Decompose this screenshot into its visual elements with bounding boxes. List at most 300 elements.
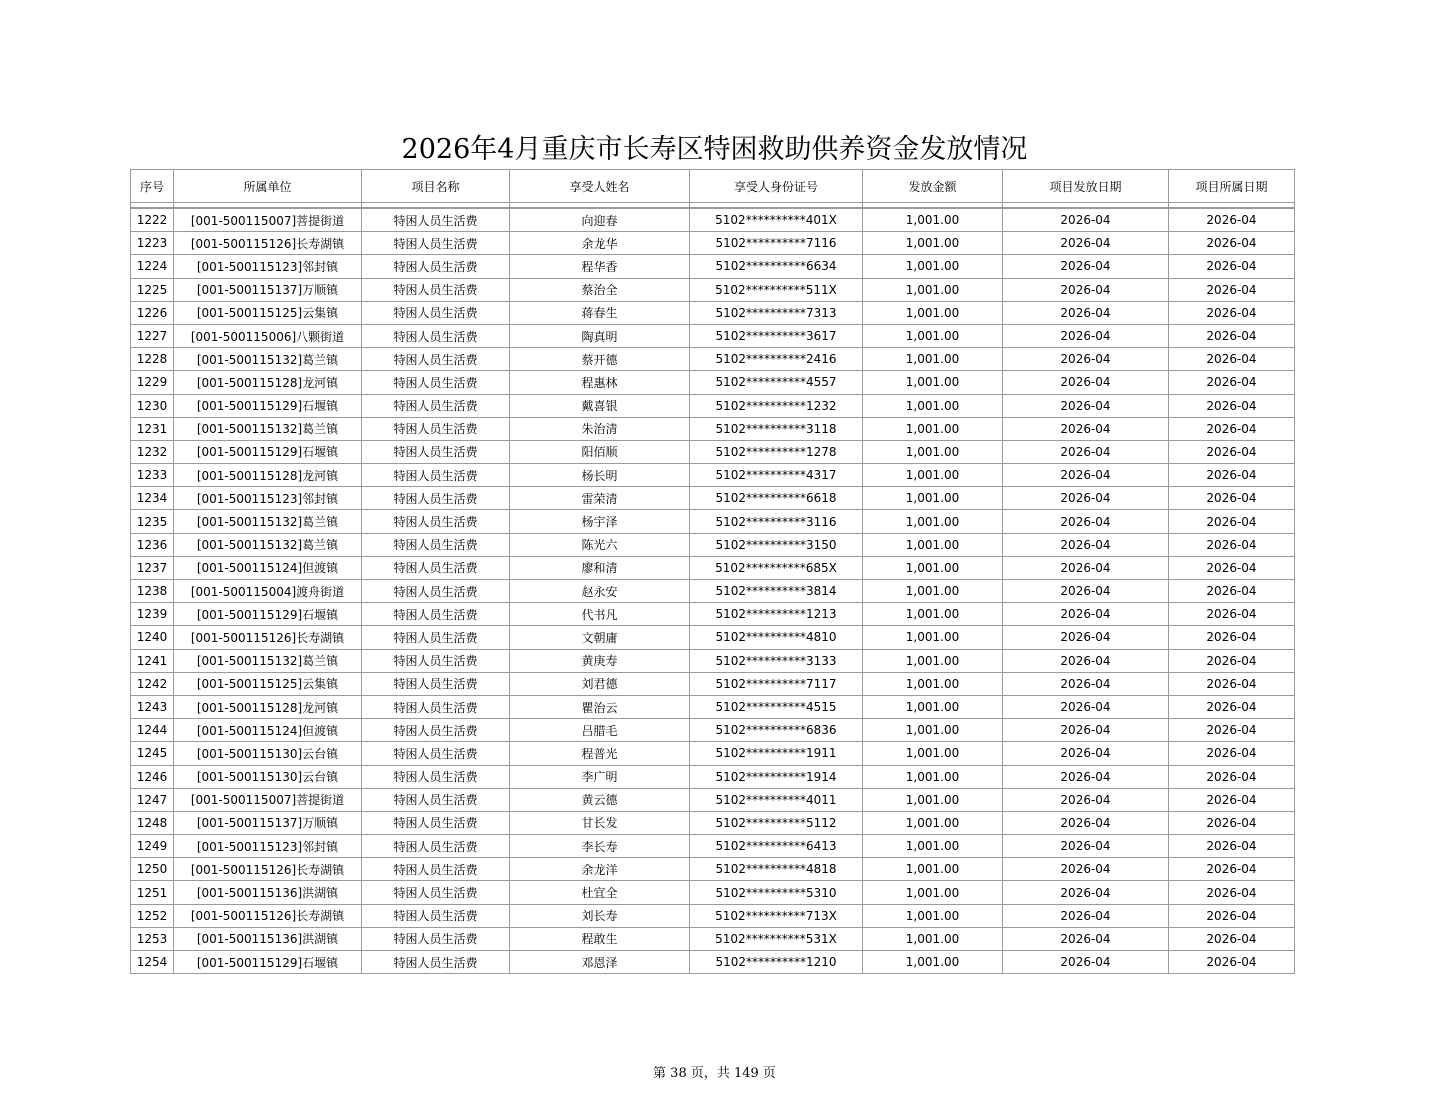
table-row [131, 417, 1295, 440]
table-cell: 2026-04 [1003, 811, 1169, 834]
table-row [131, 580, 1295, 603]
table-row [131, 278, 1295, 301]
table-cell: 2026-04 [1169, 788, 1295, 811]
table-row [131, 324, 1295, 347]
table-row [131, 510, 1295, 533]
table-cell: 特困人员生活费 [362, 348, 510, 371]
table-cell: 1225 [131, 278, 174, 301]
page-number: 第 38 页，共 149 页 [653, 1066, 776, 1081]
table-cell: 1254 [131, 951, 174, 974]
table-cell: [001-500115124]但渡镇 [174, 719, 362, 742]
table-cell: 1239 [131, 603, 174, 626]
table-row [131, 301, 1295, 324]
table-cell: 5102**********6413 [690, 835, 863, 858]
table-cell: 甘长发 [510, 811, 690, 834]
table-cell: 特困人员生活费 [362, 858, 510, 881]
table-cell: 1,001.00 [863, 626, 1003, 649]
table-cell: 特困人员生活费 [362, 440, 510, 463]
document-title: 2026年4月重庆市长寿区特困救助供养资金发放情况 [401, 134, 1028, 165]
table-cell: 特困人员生活费 [362, 417, 510, 440]
table-cell: 5102**********511X [690, 278, 863, 301]
table-cell: 特困人员生活费 [362, 695, 510, 718]
table-cell: 2026-04 [1003, 324, 1169, 347]
column-header: 项目所属日期 [1169, 170, 1295, 203]
table-cell: 5102**********6836 [690, 719, 863, 742]
table-cell: 杨宇泽 [510, 510, 690, 533]
table-cell: 特困人员生活费 [362, 626, 510, 649]
table-cell: 2026-04 [1169, 232, 1295, 255]
table-cell: 蒋春生 [510, 301, 690, 324]
table-cell: 1,001.00 [863, 255, 1003, 278]
table-cell: 2026-04 [1003, 672, 1169, 695]
table-cell: 特困人员生活费 [362, 765, 510, 788]
table-cell: 1228 [131, 348, 174, 371]
table-cell: 1,001.00 [863, 440, 1003, 463]
table-cell: 2026-04 [1169, 371, 1295, 394]
table-cell: 余龙华 [510, 232, 690, 255]
table-cell: 1252 [131, 904, 174, 927]
table-cell: 2026-04 [1169, 556, 1295, 579]
table-cell: 1,001.00 [863, 580, 1003, 603]
table-cell: [001-500115126]长寿湖镇 [174, 904, 362, 927]
table-cell: 特困人员生活费 [362, 464, 510, 487]
table-cell: 1241 [131, 649, 174, 672]
table-cell: 5102**********3116 [690, 510, 863, 533]
table-cell: 特困人员生活费 [362, 742, 510, 765]
table-cell: 2026-04 [1169, 765, 1295, 788]
table-cell: 2026-04 [1003, 927, 1169, 950]
table-cell: 余龙洋 [510, 858, 690, 881]
table-cell: 1245 [131, 742, 174, 765]
table-cell: 2026-04 [1003, 603, 1169, 626]
table-cell: 代书凡 [510, 603, 690, 626]
table-cell: [001-500115006]八颗街道 [174, 324, 362, 347]
table-cell: 特困人员生活费 [362, 255, 510, 278]
table-cell: [001-500115136]洪湖镇 [174, 927, 362, 950]
table-cell: 2026-04 [1003, 951, 1169, 974]
table-cell: 2026-04 [1169, 301, 1295, 324]
table-cell: 2026-04 [1169, 208, 1295, 232]
table-cell: 1,001.00 [863, 556, 1003, 579]
table-cell: 2026-04 [1169, 649, 1295, 672]
table-cell: 1,001.00 [863, 811, 1003, 834]
table-cell: 5102**********3814 [690, 580, 863, 603]
table-cell: 2026-04 [1169, 278, 1295, 301]
table-cell: 1244 [131, 719, 174, 742]
table-cell: 2026-04 [1169, 626, 1295, 649]
table-cell: 5102**********1213 [690, 603, 863, 626]
table-cell: [001-500115128]龙河镇 [174, 371, 362, 394]
table-cell: 1,001.00 [863, 951, 1003, 974]
table-cell: 程普光 [510, 742, 690, 765]
table-cell: [001-500115128]龙河镇 [174, 464, 362, 487]
table-cell: 蔡开德 [510, 348, 690, 371]
table-cell: 李长寿 [510, 835, 690, 858]
table-cell: 5102**********1911 [690, 742, 863, 765]
table-cell: 特困人员生活费 [362, 927, 510, 950]
table-row [131, 626, 1295, 649]
table-cell: 特困人员生活费 [362, 394, 510, 417]
table-cell: [001-500115125]云集镇 [174, 672, 362, 695]
table-cell: 2026-04 [1169, 742, 1295, 765]
table-cell: 5102**********5310 [690, 881, 863, 904]
table-row [131, 695, 1295, 718]
table-cell: 2026-04 [1003, 278, 1169, 301]
table-cell: 5102**********7117 [690, 672, 863, 695]
table-cell: 1,001.00 [863, 695, 1003, 718]
table-row [131, 904, 1295, 927]
table-cell: 5102**********3118 [690, 417, 863, 440]
table-cell: 5102**********3150 [690, 533, 863, 556]
table-cell: [001-500115130]云台镇 [174, 765, 362, 788]
table-cell: 2026-04 [1169, 927, 1295, 950]
table-row [131, 440, 1295, 463]
table-row [131, 719, 1295, 742]
table-cell: [001-500115004]渡舟街道 [174, 580, 362, 603]
table-cell: 2026-04 [1169, 440, 1295, 463]
table-cell: 特困人员生活费 [362, 603, 510, 626]
table-cell: 1223 [131, 232, 174, 255]
table-cell: 特困人员生活费 [362, 533, 510, 556]
table-cell: 5102**********4810 [690, 626, 863, 649]
table-cell: 2026-04 [1169, 487, 1295, 510]
table-cell: 杨长明 [510, 464, 690, 487]
table-row [131, 742, 1295, 765]
table-cell: [001-500115132]葛兰镇 [174, 649, 362, 672]
table-cell: 1240 [131, 626, 174, 649]
table-cell: 1,001.00 [863, 904, 1003, 927]
table-cell: 朱治清 [510, 417, 690, 440]
table-cell: 1222 [131, 208, 174, 232]
table-cell: 5102**********6618 [690, 487, 863, 510]
table-cell: 特困人员生活费 [362, 487, 510, 510]
table-row [131, 835, 1295, 858]
table-cell: [001-500115129]石堰镇 [174, 440, 362, 463]
table-row [131, 556, 1295, 579]
table-cell: 2026-04 [1003, 232, 1169, 255]
table-cell: 2026-04 [1169, 580, 1295, 603]
table-cell: 2026-04 [1003, 533, 1169, 556]
table-cell: 2026-04 [1169, 510, 1295, 533]
table-cell: 2026-04 [1003, 394, 1169, 417]
table-cell: 1,001.00 [863, 858, 1003, 881]
table-cell: 2026-04 [1003, 208, 1169, 232]
table-cell: 2026-04 [1003, 371, 1169, 394]
table-row [131, 348, 1295, 371]
table-cell: 1,001.00 [863, 278, 1003, 301]
table-cell: 1,001.00 [863, 719, 1003, 742]
table-cell: 向迎春 [510, 208, 690, 232]
table-cell: [001-500115129]石堰镇 [174, 951, 362, 974]
column-header: 享受人姓名 [510, 170, 690, 203]
table-header-row [131, 170, 1295, 203]
table-cell: 2026-04 [1169, 464, 1295, 487]
table-cell: 2026-04 [1169, 719, 1295, 742]
table-cell: 1,001.00 [863, 301, 1003, 324]
table-cell: [001-500115129]石堰镇 [174, 603, 362, 626]
table-cell: 特困人员生活费 [362, 881, 510, 904]
table-cell: 5102**********713X [690, 904, 863, 927]
table-cell: 1246 [131, 765, 174, 788]
table-row [131, 649, 1295, 672]
table-row [131, 208, 1295, 232]
table-cell: 特困人员生活费 [362, 811, 510, 834]
table-cell: [001-500115123]邻封镇 [174, 487, 362, 510]
table-cell: [001-500115132]葛兰镇 [174, 348, 362, 371]
table-cell: 2026-04 [1003, 719, 1169, 742]
table-cell: 2026-04 [1169, 858, 1295, 881]
table-cell: 2026-04 [1169, 255, 1295, 278]
table-row [131, 811, 1295, 834]
table-cell: 1,001.00 [863, 672, 1003, 695]
table-cell: 2026-04 [1169, 904, 1295, 927]
table-cell: 2026-04 [1003, 440, 1169, 463]
table-cell: 1233 [131, 464, 174, 487]
table-cell: 1247 [131, 788, 174, 811]
table-cell: 1,001.00 [863, 603, 1003, 626]
table-cell: [001-500115132]葛兰镇 [174, 417, 362, 440]
table-cell: 特困人员生活费 [362, 510, 510, 533]
table-cell: [001-500115136]洪湖镇 [174, 881, 362, 904]
table-cell: 李广明 [510, 765, 690, 788]
table-cell: 1227 [131, 324, 174, 347]
table-cell: 5102**********1232 [690, 394, 863, 417]
table-cell: 2026-04 [1169, 324, 1295, 347]
table-cell: 1,001.00 [863, 533, 1003, 556]
table-cell: 1229 [131, 371, 174, 394]
table-cell: 2026-04 [1169, 603, 1295, 626]
table-cell: 1,001.00 [863, 348, 1003, 371]
table-cell: 邓恩泽 [510, 951, 690, 974]
table-cell: 特困人员生活费 [362, 951, 510, 974]
table-cell: 5102**********4515 [690, 695, 863, 718]
table-cell: 1,001.00 [863, 232, 1003, 255]
table-cell: 1243 [131, 695, 174, 718]
table-cell: 吕腊毛 [510, 719, 690, 742]
table-cell: 1,001.00 [863, 649, 1003, 672]
table-cell: 2026-04 [1169, 881, 1295, 904]
table-cell: 5102**********4818 [690, 858, 863, 881]
table-cell: 1226 [131, 301, 174, 324]
table-cell: 1,001.00 [863, 208, 1003, 232]
table-cell: [001-500115137]万顺镇 [174, 811, 362, 834]
table-cell: 5102**********1210 [690, 951, 863, 974]
table-cell: 1231 [131, 417, 174, 440]
table-cell: [001-500115130]云台镇 [174, 742, 362, 765]
table-cell: 特困人员生活费 [362, 278, 510, 301]
table-cell: 特困人员生活费 [362, 649, 510, 672]
table-cell: 2026-04 [1003, 742, 1169, 765]
table-cell: [001-500115125]云集镇 [174, 301, 362, 324]
table-cell: 1,001.00 [863, 464, 1003, 487]
table-cell: 2026-04 [1003, 301, 1169, 324]
table-cell: 5102**********1914 [690, 765, 863, 788]
table-cell: 2026-04 [1003, 464, 1169, 487]
table-cell: 2026-04 [1003, 765, 1169, 788]
table-cell: 1,001.00 [863, 788, 1003, 811]
table-cell: 戴喜银 [510, 394, 690, 417]
table-cell: 2026-04 [1003, 417, 1169, 440]
table-cell: 5102**********4011 [690, 788, 863, 811]
table-cell: 雷荣清 [510, 487, 690, 510]
table-row [131, 394, 1295, 417]
table-cell: 陈光六 [510, 533, 690, 556]
table-cell: 1224 [131, 255, 174, 278]
column-header: 项目发放日期 [1003, 170, 1169, 203]
table-cell: 5102**********685X [690, 556, 863, 579]
table-row [131, 371, 1295, 394]
table-cell: 杜宜全 [510, 881, 690, 904]
table-cell: 1,001.00 [863, 417, 1003, 440]
table-cell: [001-500115126]长寿湖镇 [174, 232, 362, 255]
table-cell: 1250 [131, 858, 174, 881]
table-cell: 1232 [131, 440, 174, 463]
table-cell: 2026-04 [1003, 255, 1169, 278]
table-cell: 特困人员生活费 [362, 232, 510, 255]
table-cell: [001-500115124]但渡镇 [174, 556, 362, 579]
table-cell: 1236 [131, 533, 174, 556]
table-cell: 2026-04 [1003, 510, 1169, 533]
table-cell: 2026-04 [1003, 348, 1169, 371]
table-cell: 程华香 [510, 255, 690, 278]
table-cell: [001-500115129]石堰镇 [174, 394, 362, 417]
table-cell: 1248 [131, 811, 174, 834]
table-cell: 特困人员生活费 [362, 208, 510, 232]
table-cell: [001-500115007]菩提街道 [174, 208, 362, 232]
table-cell: 2026-04 [1169, 695, 1295, 718]
table-cell: 陶真明 [510, 324, 690, 347]
table-cell: 1249 [131, 835, 174, 858]
table-cell: 2026-04 [1169, 951, 1295, 974]
table-row [131, 927, 1295, 950]
table-body [131, 203, 1295, 974]
table-cell: [001-500115132]葛兰镇 [174, 510, 362, 533]
column-header: 序号 [131, 170, 174, 203]
table-cell: [001-500115123]邻封镇 [174, 835, 362, 858]
table-cell: [001-500115132]葛兰镇 [174, 533, 362, 556]
table-cell: 特困人员生活费 [362, 371, 510, 394]
table-cell: 1,001.00 [863, 487, 1003, 510]
table-cell: 2026-04 [1003, 788, 1169, 811]
table-cell: 2026-04 [1003, 556, 1169, 579]
table-cell: [001-500115123]邻封镇 [174, 255, 362, 278]
table-cell: [001-500115137]万顺镇 [174, 278, 362, 301]
table-cell: 1237 [131, 556, 174, 579]
table-cell: 1,001.00 [863, 394, 1003, 417]
table-cell: 2026-04 [1169, 811, 1295, 834]
table-cell: 2026-04 [1003, 904, 1169, 927]
table-cell: [001-500115126]长寿湖镇 [174, 626, 362, 649]
table-row [131, 881, 1295, 904]
table-cell: 1,001.00 [863, 510, 1003, 533]
table-cell: 2026-04 [1169, 672, 1295, 695]
column-header: 发放金额 [863, 170, 1003, 203]
table-cell: 2026-04 [1003, 487, 1169, 510]
table-cell: 1253 [131, 927, 174, 950]
table-cell: 2026-04 [1169, 394, 1295, 417]
column-header: 所属单位 [174, 170, 362, 203]
table-cell: 黄云德 [510, 788, 690, 811]
table-cell: 5102**********531X [690, 927, 863, 950]
table-cell: 1,001.00 [863, 927, 1003, 950]
table-cell: 1,001.00 [863, 881, 1003, 904]
table-cell: 5102**********4317 [690, 464, 863, 487]
table-row [131, 672, 1295, 695]
table-cell: 1238 [131, 580, 174, 603]
table-cell: 2026-04 [1169, 348, 1295, 371]
table-row [131, 464, 1295, 487]
table-cell: 瞿治云 [510, 695, 690, 718]
table-cell: [001-500115128]龙河镇 [174, 695, 362, 718]
table-cell: 2026-04 [1003, 881, 1169, 904]
table-cell: 5102**********1278 [690, 440, 863, 463]
table-cell: 1251 [131, 881, 174, 904]
table-cell: 2026-04 [1003, 695, 1169, 718]
table-row [131, 765, 1295, 788]
table-row [131, 858, 1295, 881]
table-cell: 5102**********2416 [690, 348, 863, 371]
table-cell: 5102**********401X [690, 208, 863, 232]
table-cell: 程惠林 [510, 371, 690, 394]
table-cell: 特困人员生活费 [362, 835, 510, 858]
table-cell: 1235 [131, 510, 174, 533]
table-row [131, 255, 1295, 278]
table-cell: [001-500115126]长寿湖镇 [174, 858, 362, 881]
table-cell: 程敢生 [510, 927, 690, 950]
column-header: 项目名称 [362, 170, 510, 203]
table-cell: 5102**********6634 [690, 255, 863, 278]
table-cell: 1,001.00 [863, 371, 1003, 394]
table-cell: 2026-04 [1169, 533, 1295, 556]
table-cell: 1,001.00 [863, 324, 1003, 347]
table-cell: [001-500115007]菩提街道 [174, 788, 362, 811]
table-cell: 刘长寿 [510, 904, 690, 927]
table-cell: 刘君德 [510, 672, 690, 695]
table-cell: 2026-04 [1003, 580, 1169, 603]
table-cell: 特困人员生活费 [362, 580, 510, 603]
table-cell: 1242 [131, 672, 174, 695]
table-cell: 阳佰顺 [510, 440, 690, 463]
payment-table [130, 169, 1295, 974]
table-cell: 蔡治全 [510, 278, 690, 301]
table-cell: 5102**********3617 [690, 324, 863, 347]
table-cell: 5102**********5112 [690, 811, 863, 834]
table-row [131, 533, 1295, 556]
table-cell: 2026-04 [1003, 858, 1169, 881]
table-cell: 特困人员生活费 [362, 556, 510, 579]
table-cell: 特困人员生活费 [362, 301, 510, 324]
table-cell: 特困人员生活费 [362, 788, 510, 811]
table-cell: 2026-04 [1169, 835, 1295, 858]
table-cell: 特困人员生活费 [362, 719, 510, 742]
table-row [131, 788, 1295, 811]
table-row [131, 487, 1295, 510]
table-cell: 5102**********4557 [690, 371, 863, 394]
table-cell: 特困人员生活费 [362, 904, 510, 927]
table-row [131, 603, 1295, 626]
table-cell: 1230 [131, 394, 174, 417]
table-row [131, 951, 1295, 974]
table-cell: 1234 [131, 487, 174, 510]
table-cell: 2026-04 [1003, 649, 1169, 672]
table-cell: 1,001.00 [863, 765, 1003, 788]
table-cell: 1,001.00 [863, 742, 1003, 765]
table-cell: 5102**********7313 [690, 301, 863, 324]
table-cell: 5102**********3133 [690, 649, 863, 672]
column-header: 享受人身份证号 [690, 170, 863, 203]
table-cell: 2026-04 [1003, 626, 1169, 649]
table-cell: 廖和清 [510, 556, 690, 579]
